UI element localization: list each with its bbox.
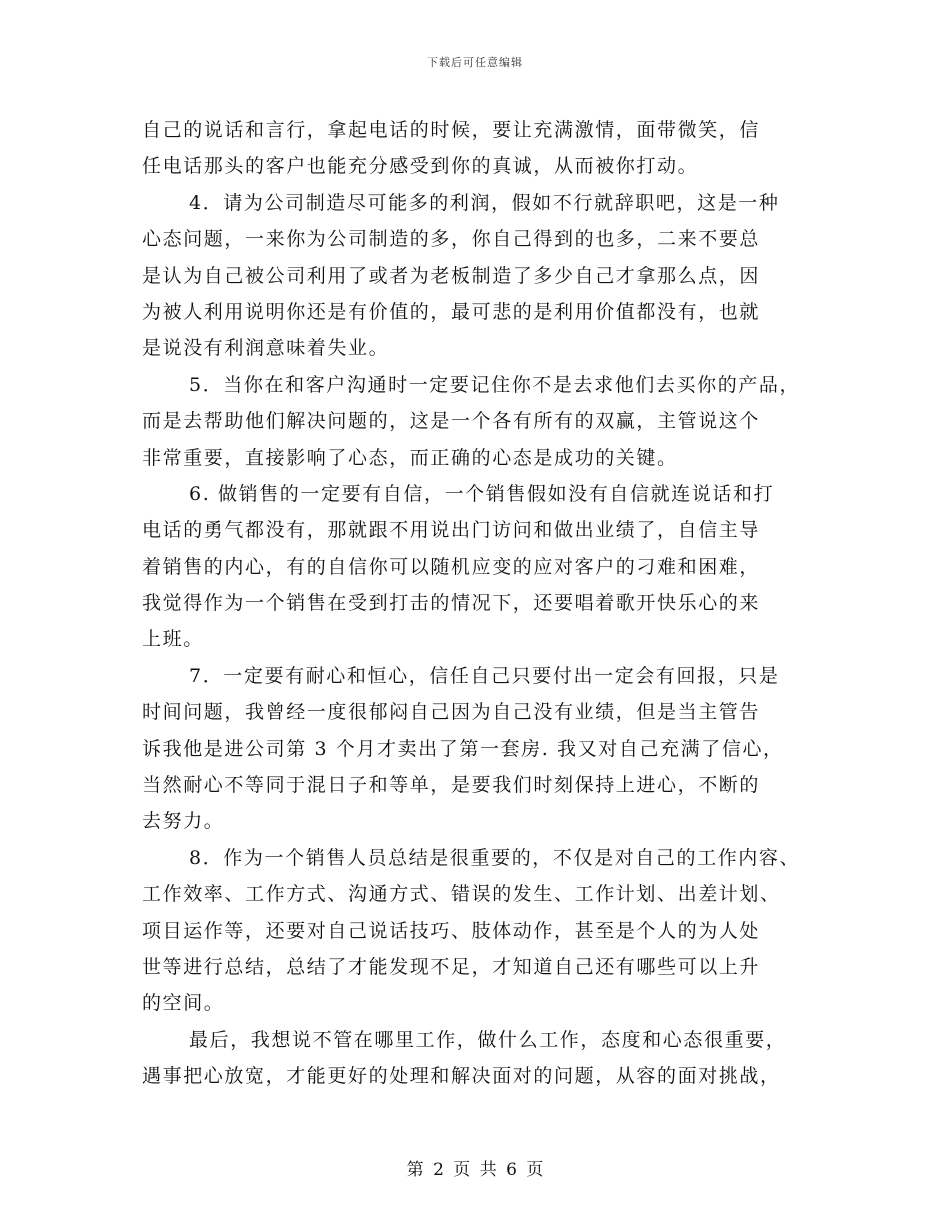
- text-line: 5．当你在和客户沟通时一定要记住你不是去求他们去买你的产品，: [189, 373, 801, 396]
- text-line: 去努力。: [142, 810, 225, 833]
- text-line: 上班。: [142, 628, 204, 651]
- text-line: 诉我他是进公司第 3 个月才卖出了第一套房. 我又对自己充满了信心，: [142, 737, 784, 760]
- text-line: 非常重要，直接影响了心态，而正确的心态是成功的关键。: [142, 446, 678, 469]
- text-line: 是认为自己被公司利用了或者为老板制造了多少自己才拿那么点，因: [142, 264, 761, 287]
- text-line: 最后，我想说不管在哪里工作，做什么工作，态度和心态很重要，: [189, 1028, 787, 1051]
- text-line: 时间问题，我曾经一度很郁闷自己因为自己没有业绩，但是当主管告: [142, 701, 761, 724]
- page-footer: 第 2 页 共 6 页: [406, 1160, 544, 1180]
- text-line: 的空间。: [142, 992, 225, 1015]
- text-line: 心态问题，一来你为公司制造的多，你自己得到的也多，二来不要总: [142, 228, 761, 251]
- text-line: 6. 做销售的一定要有自信，一个销售假如没有自信就连说话和打: [189, 482, 775, 505]
- text-line: 自己的说话和言行，拿起电话的时候，要让充满激情，面带微笑，信: [142, 119, 761, 141]
- document-body: [142, 112, 832, 1095]
- text-line: 我觉得作为一个销售在受到打击的情况下，还要唱着歌开快乐心的来: [142, 592, 761, 615]
- text-line: 世等进行总结，总结了才能发现不足，才知道自己还有哪些可以上升: [142, 955, 761, 978]
- text-line: 项目运作等，还要对自己说话技巧、肢体动作，甚至是个人的为人处: [142, 919, 761, 942]
- text-line: 工作效率、工作方式、沟通方式、错误的发生、工作计划、出差计划、: [142, 883, 781, 906]
- text-line: 电话的勇气都没有，那就跟不用说出门访问和做出业绩了，自信主导: [142, 519, 761, 542]
- text-line: 任电话那头的客户也能充分感受到你的真诚，从而被你打动。: [142, 155, 699, 178]
- text-line: 着销售的内心，有的自信你可以随机应变的应对客户的刁难和困难，: [142, 555, 761, 578]
- text-line: 为被人利用说明你还是有价值的，最可悲的是利用价值都没有，也就: [142, 300, 761, 323]
- text-line: 4．请为公司制造尽可能多的利润，假如不行就辞职吧，这是一种: [189, 191, 780, 214]
- page-header: 下载后可任意编辑: [427, 56, 523, 69]
- text-line: 遇事把心放宽，才能更好的处理和解决面对的问题，从容的面对挑战，: [142, 1065, 781, 1088]
- text-line: 当然耐心不等同于混日子和等单，是要我们时刻保持上进心，不断的: [142, 774, 761, 797]
- text-line: 8．作为一个销售人员总结是很重要的，不仅是对自己的工作内容、: [189, 846, 801, 869]
- text-line: 7．一定要有耐心和恒心，信任自己只要付出一定会有回报，只是: [189, 664, 780, 687]
- text-line: 是说没有利润意味着失业。: [142, 337, 390, 360]
- text-line: 而是去帮助他们解决问题的，这是一个各有所有的双赢，主管说这个: [142, 410, 761, 433]
